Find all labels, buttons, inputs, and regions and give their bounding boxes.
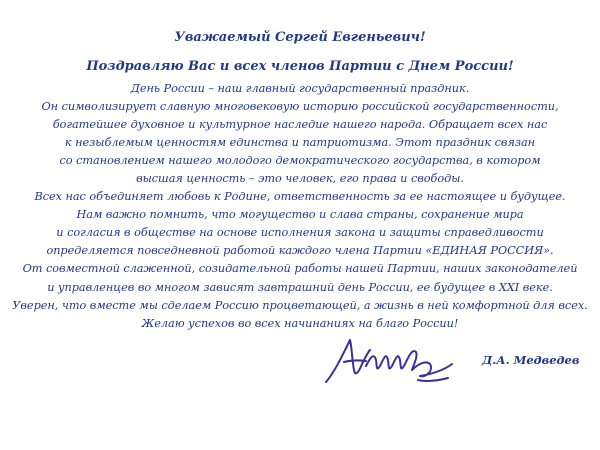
letter-body-line: От совместной слаженной, созидательной работы нашей Партии, наших законодателей: [22, 262, 578, 276]
letter-body-line: и управленцев во многом зависят завтрашний день России, ее будущее в XXI веке.: [47, 280, 553, 294]
letter-body-line: к незыблемым ценностям единства и патриотизма. Этот праздник связан: [64, 136, 536, 150]
letter-body-line: Уверен, что вместе мы сделаем Россию процветающей, а жизнь в ней комфортной для всех.: [12, 298, 588, 312]
letter-body: [0, 80, 600, 333]
letter-body-line: Всех нас объединяет любовь к Родине, ответственность за ее настоящее и будущее.: [34, 190, 566, 204]
signer-name: Д.А. Медведев: [482, 353, 580, 367]
letter-body-line: Он символизирует славную многовековую историю российской государственности,: [41, 100, 559, 114]
letter-body-line: Нам важно помнить, что могущество и слава страны, сохранение мира: [76, 208, 524, 222]
letter-congratulation: Поздравляю Вас и всех членов Партии с Днем России!: [86, 59, 514, 74]
letter-body-line: богатейшее духовное и культурное наследие нашего народа. Обращает всех нас: [52, 118, 548, 132]
letter-body-line: определяется повседневной работой каждого члена Партии «ЕДИНАЯ РОССИЯ».: [46, 244, 554, 258]
letter-body-line: День России – наш главный государственный праздник.: [130, 82, 470, 95]
letter-body-line: Желаю успехов во всех начинаниях на благо России!: [141, 316, 459, 330]
letter-body-line: со становлением нашего молодого демократического государства, в котором: [59, 154, 541, 168]
signature-icon: [322, 330, 472, 390]
letter-body-line: и согласия в обществе на основе исполнения закона и защиты справедливости: [56, 226, 544, 240]
letter-body-line: высшая ценность – это человек, его права и свободы.: [136, 172, 464, 186]
letter-greeting: Уважаемый Сергей Евгеньевич!: [174, 30, 426, 45]
